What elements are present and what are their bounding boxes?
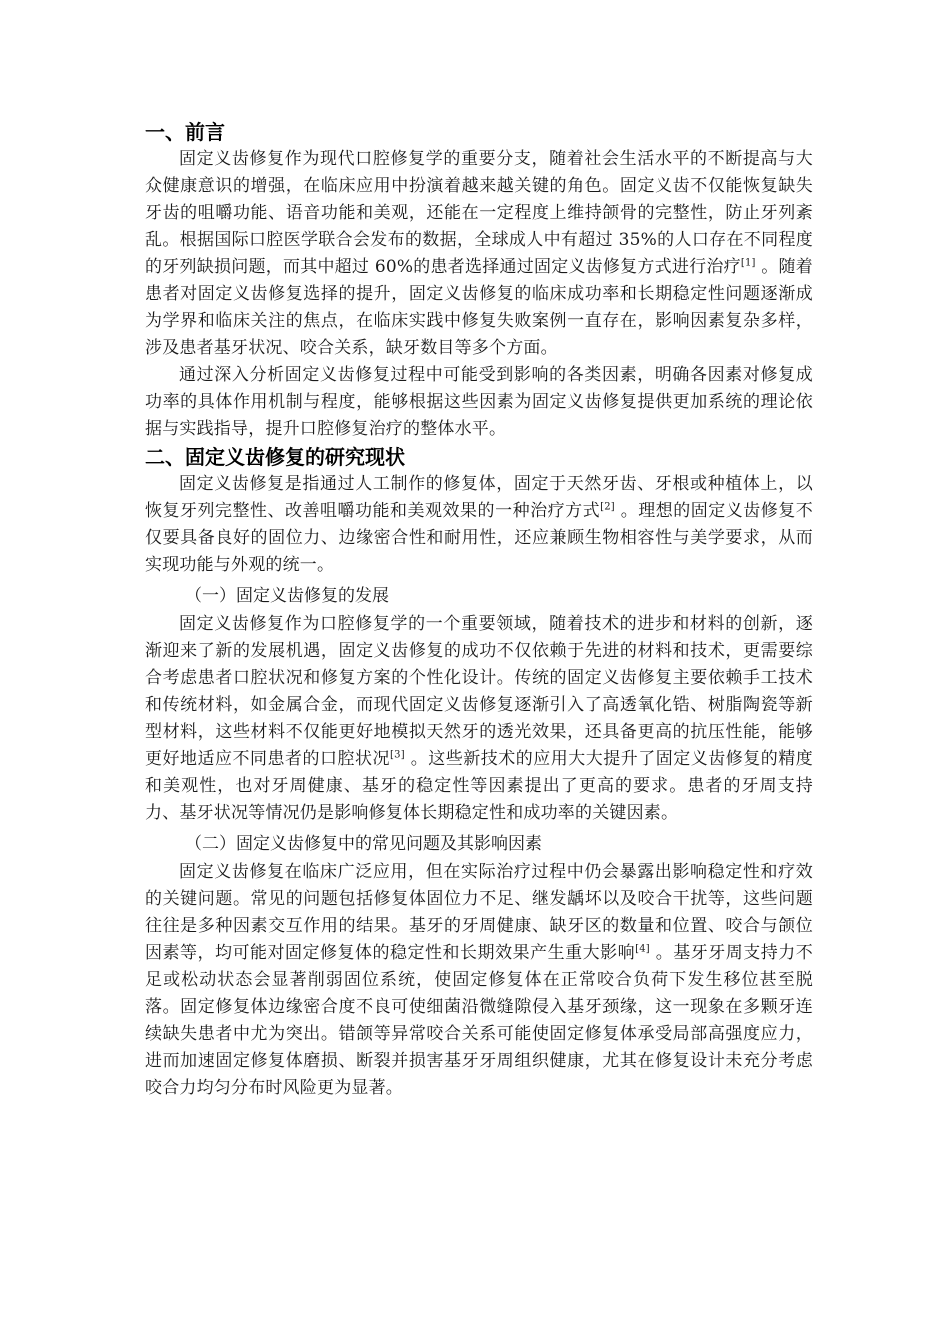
section-heading-introduction: 一、前言 — [145, 120, 225, 144]
subsection-heading-development: （一）固定义齿修复的发展 — [185, 586, 389, 606]
citation-ref[interactable]: [1] — [740, 257, 756, 269]
body-paragraph: 固定义齿修复是指通过人工制作的修复体，固定于天然牙齿、牙根或种植体上，以恢复牙列完整性、改善咀嚼功能和美观效果的一种治疗方式[2] 。理想的固定义齿修复不仅要具备良好的固位力、边缘密合性和耐用性，还应兼顾生物相容性与美学要求，从而实现功能与外观的统一。 — [145, 474, 813, 575]
citation-ref[interactable]: [3] — [390, 749, 405, 761]
body-paragraph: 固定义齿修复作为现代口腔修复学的重要分支，随着社会生活水平的不断提高与大众健康意识的增强，在临床应用中扮演着越来越关键的角色。固定义齿不仅能恢复缺失牙齿的咀嚼功能、语音功能和美观，还能在一定程度上维持颌骨的完整性，防止牙列紊乱。根据国际口腔医学联合会发布的数据，全球成人中有超过 35%的人口存在不同程度的牙列缺损问题，而其中超过 60%的患者选择通过固定义齿修复方式进行治疗[1] 。随着患者对固定义齿修复选择的提升，固定义齿修复的临床成功率和长期稳定性问题逐渐成为学界和临床关注的焦点，在临床实践中修复失败案例一直存在，影响因素复杂多样，涉及患者基牙状况、咬合关系，缺牙数目等多个方面。 — [145, 149, 813, 358]
citation-ref[interactable]: [4] — [635, 943, 650, 955]
section-heading-research-status: 二、固定义齿修复的研究现状 — [145, 445, 405, 469]
citation-ref[interactable]: [2] — [600, 501, 615, 513]
body-paragraph: 固定义齿修复作为口腔修复学的一个重要领域，随着技术的进步和材料的创新，逐渐迎来了新的发展机遇，固定义齿修复的成功不仅依赖于先进的材料和技术，更需要综合考虑患者口腔状况和修复方案的个性化设计。传统的固定义齿修复主要依赖手工技术和传统材料，如金属合金，而现代固定义齿修复逐渐引入了高透氧化锆、树脂陶瓷等新型材料，这些材料不仅能更好地模拟天然牙的透光效果，还具备更高的抗压性能，能够更好地适应不同患者的口腔状况[3] 。这些新技术的应用大大提升了固定义齿修复的精度和美观性，也对牙周健康、基牙的稳定性等因素提出了更高的要求。患者的牙周支持力、基牙状况等情况仍是影响修复体长期稳定性和成功率的关键因素。 — [145, 614, 813, 823]
subsection-heading-common-problems: （二）固定义齿修复中的常见问题及其影响因素 — [185, 834, 542, 854]
body-paragraph: 通过深入分析固定义齿修复过程中可能受到影响的各类因素，明确各因素对修复成功率的具体作用机制与程度，能够根据这些因素为固定义齿修复提供更加系统的理论依据与实践指导，提升口腔修复治疗的整体水平。 — [145, 365, 813, 439]
body-paragraph: 固定义齿修复在临床广泛应用，但在实际治疗过程中仍会暴露出影响稳定性和疗效的关键问题。常见的问题包括修复体固位力不足、继发龋坏以及咬合干扰等，这些问题往往是多种因素交互作用的结果。基牙的牙周健康、缺牙区的数量和位置、咬合与颌位因素等，均可能对固定修复体的稳定性和长期效果产生重大影响[4] 。基牙牙周支持力不足或松动状态会显著削弱固位系统，使固定修复体在正常咬合负荷下发生移位甚至脱落。固定修复体边缘密合度不良可使细菌沿微缝隙侵入基牙颈缘，这一现象在多颗牙连续缺失患者中尤为突出。错颌等异常咬合关系可能使固定修复体承受局部高强度应力，进而加速固定修复体磨损、断裂并损害基牙牙周组织健康，尤其在修复设计未充分考虑咬合力均匀分布时风险更为显著。 — [145, 862, 813, 1098]
document-body — [145, 118, 813, 1102]
